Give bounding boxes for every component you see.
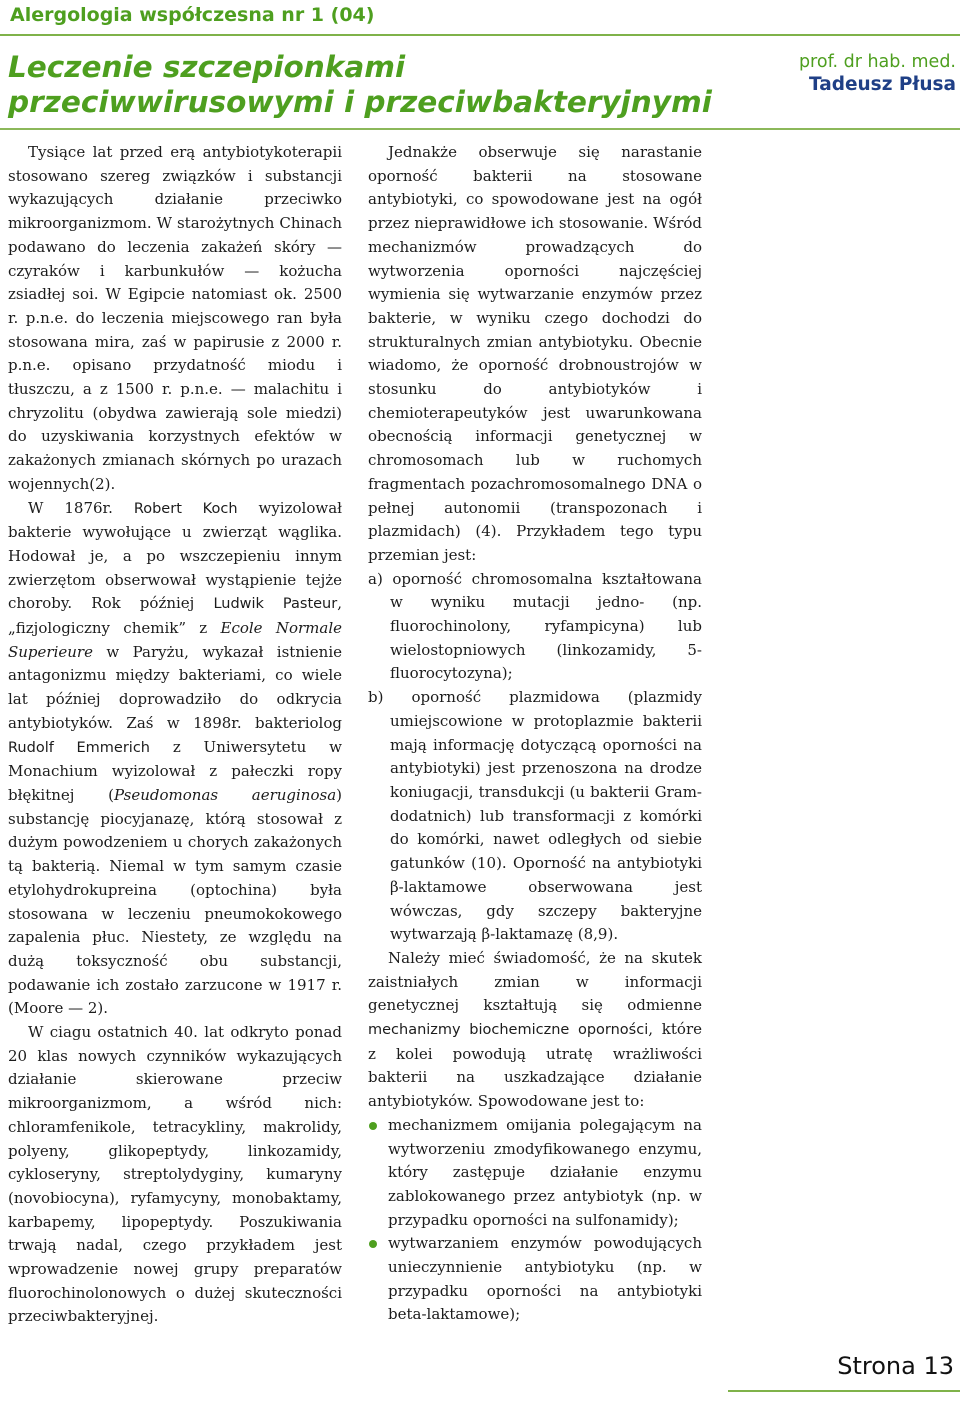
right-paragraph-2 bbox=[368, 947, 702, 1114]
bullet-text: wytwarzaniem enzymów powodujących unieczynnienie antybiotyku (np. w przypadku oporności na antybiotyki beta-laktamowe); bbox=[388, 1234, 702, 1324]
person-ludwik-pasteur: Ludwik Pasteur bbox=[213, 596, 338, 613]
article-title-line-2: przeciwwirusowymi i przeciwbakteryjnymi bbox=[8, 85, 712, 119]
text-run: z Uniwersytetu w Monachium wyizolował z pałeczki ropy błękitnej ( bbox=[8, 737, 342, 804]
text-run: wyizolował bakterie wywołujące u zwierząt wąglika. Hodował je, a po wszczepieniu innym zwierzętom obserwował wystąpienie tejże choroby. Rok później bbox=[8, 498, 342, 613]
article-title bbox=[8, 50, 738, 120]
species-name: Pseudomonas aeruginosa bbox=[113, 785, 337, 804]
right-column bbox=[368, 141, 702, 1327]
list-item-b: b) oporność plazmidowa (plazmidy umiejscowione w protoplazmie bakterii mają informację dotyczącą oporności na antybiotyki) jest przenoszona na drodze koniugacji, transdukcji (u bakterii Gram-dodatnich) lub transformacji z komórki do komórki, nawet odległych od siebie gatunków (10). Oporność na antybiotyki β-laktamowe obserwowana jest wówczas, gdy szczepy bakteryjne wytwarzają β-laktamazę (8,9). bbox=[368, 688, 702, 944]
author-name: Tadeusz Płusa bbox=[809, 74, 956, 95]
text-run: w Paryżu, wykazał istnienie antagonizmu między bakteriami, co wiele lat później doprowadziło do odkrycia antybiotyków. Zaś w 1898r. bakteriolog bbox=[8, 642, 342, 732]
person-robert-koch: Robert Koch bbox=[133, 500, 238, 517]
author-block bbox=[799, 52, 956, 95]
page-number: Strona 13 bbox=[837, 1352, 954, 1380]
person-rudolf-emmerich: Rudolf Emmerich bbox=[8, 739, 150, 756]
author-degree: prof. dr hab. med. bbox=[798, 52, 956, 72]
right-paragraph-1: Jednakże obserwuje się narastanie oporność bakterii na stosowane antybiotyki, co spowodowane jest na ogół przez nieprawidłowe ich stosowanie. Wśród mechanizmów prowadzących do wytworzenia oporności najczęściej wymienia się wytwarzanie enzymów przez bakterie, w wyniku czego dochodzi do strukturalnych zmian antybiotyku. Obecnie wiadomo, że oporność drobnoustrojów w stosunku do antybiotyków i chemioterapeutyków jest uwarunkowana obecnością informacji genetycznej w chromosomach lub w ruchomych fragmentach pozachromosomalnego DNA o pełnej autonomii (transpozonach i plazmidach) (4). Przykładem tego typu przemian jest: bbox=[368, 143, 702, 564]
bullet-item-1 bbox=[368, 1114, 702, 1233]
title-divider bbox=[0, 128, 960, 130]
left-paragraph-1: Tysiące lat przed erą antybiotykoterapii stosowano szereg związków i substancji wykazujących działanie przeciwko mikroorganizmom. W starożytnych Chinach podawano do leczenia zakażeń skóry — czyraków i karbunkułów — kożucha zsiadłej soi. W Egipcie natomiast ok. 2500 r. p.n.e. do leczenia miejscowego ran była stosowana mira, zaś w papirusie z 2000 r. p.n.e. opisano przydatność miodu i tłuszczu, a z 1500 r. p.n.e. — malachitu i chryzolitu (obydwa zawierają sole miedzi) do uzyskiwania korzystnych efektów w zakażonych zmianach skórnych po urazach wojennych(2). bbox=[8, 143, 342, 493]
list-item-a: a) oporność chromosomalna kształtowana w wyniku mutacji jedno- (np. fluorochinolony, ryfampicyna) lub wielostopniowych (linkozamidy, 5-fluorocytozyna); bbox=[368, 569, 702, 683]
text-run: ) substancję piocyjanazę, którą stosował z dużym powodzeniem u chorych zakażonych tą bakterią. Niemal w tym samym czasie etylohydrokupreina (optochina) była stosowana w leczeniu pneumokokowego zapalenia płuc. Niestety, ze względu na dużą toksyczność obu substancji, podawanie ich zostało zarzucone w 1917 r. (Moore — 2). bbox=[8, 785, 342, 1018]
bullet-text: mechanizmem omijania polegającym na wytworzeniu zmodyfikowanego enzymu, który zastępuje działanie enzymu zablokowanego przez antybiotyk (np. w przypadku oporności na sulfonamidy); bbox=[388, 1115, 702, 1229]
text-run: Należy mieć świadomość, że na skutek zaistniałych zmian w informacji genetycznej kształtują się odmienne bbox=[368, 948, 702, 1015]
article-title-line-1: Leczenie szczepionkami bbox=[8, 50, 406, 84]
institution-name: Ecole Normale Superieure bbox=[8, 619, 343, 661]
text-run: , które z kolei powodują utratę wrażliwości bakterii na uszkadzające działanie antybiotyków. Spowodowane jest to: bbox=[368, 1020, 703, 1111]
left-paragraph-3: W ciagu ostatnich 40. lat odkryto ponad 20 klas nowych czynników wykazujących działanie skierowane przeciw mikroorganizmom, a wśród nich: chloramfenikole, tetracykliny, makrolidy, polyeny, glikopeptydy, linkozamidy, cykloseryny, streptolydyginy, kumaryny (novobiocyna), ryfamycyny, monobaktamy, karbapemy, lipopeptydy. Poszukiwania trwają nadal, czego przykładem jest wprowadzenie nowej grupy preparatów fluorochinolonowych o dużej skuteczności przeciwbakteryjnej. bbox=[8, 1023, 342, 1326]
bullet-item-2 bbox=[368, 1232, 702, 1327]
journal-header: Alergologia współczesna nr 1 (04) bbox=[10, 4, 375, 26]
text-run: W 1876r. bbox=[28, 498, 134, 517]
text-run: , „fizjologiczny chemik” z bbox=[8, 594, 342, 638]
footer-divider bbox=[728, 1390, 960, 1392]
bullet-dot-icon bbox=[369, 1122, 377, 1130]
left-paragraph-2 bbox=[8, 497, 342, 1021]
left-column bbox=[8, 141, 342, 1329]
bullet-dot-icon bbox=[369, 1240, 377, 1248]
header-divider bbox=[0, 34, 960, 36]
highlighted-term: mechanizmy biochemiczne oporności bbox=[368, 1022, 649, 1039]
